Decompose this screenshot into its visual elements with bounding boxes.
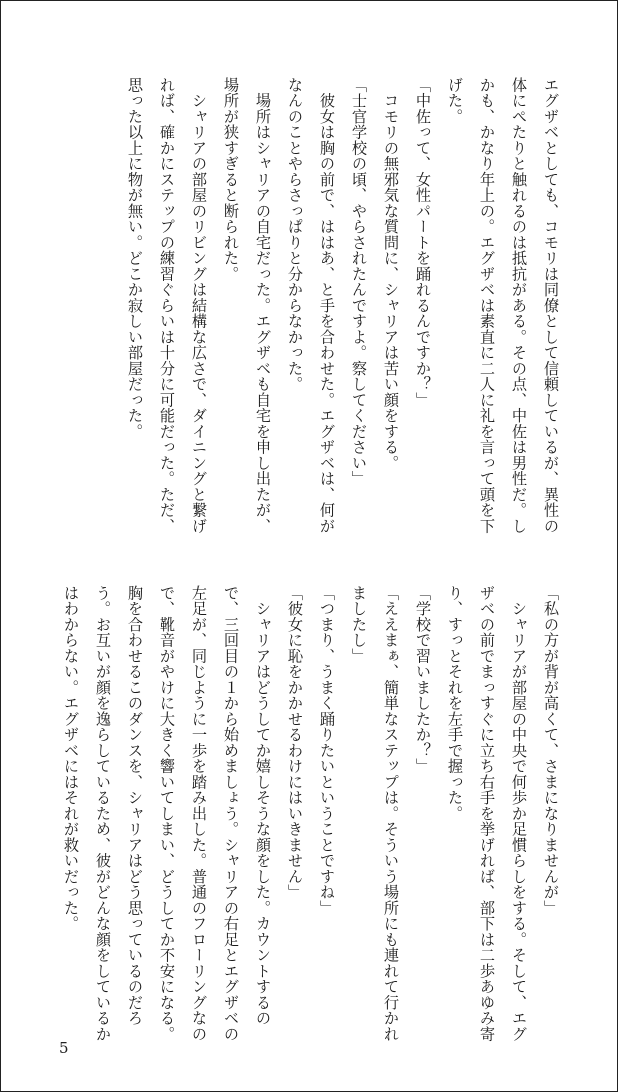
page-number: 5: [59, 1039, 69, 1057]
dialogue-line: 「彼女に恥をかかせるわけにはいきません」: [286, 585, 304, 900]
dialogue-line: 「私の方が背が高くて、さまになりませんが」: [542, 585, 560, 916]
paragraph: シャリアの部屋のリビングは結構な広さで、ダイニングと繋げれば、確かにステップの練習ぐらいは十分に可能だった。ただ、思った以上に物が無い。どこか寂しい部屋だった。: [126, 77, 208, 534]
dialogue-line: 「ええまぁ、簡単なステップは。そういう場所にも連れて行かれましたし」: [350, 585, 400, 1042]
dialogue-line: 「つまり、うまく踊りたいということですね」: [318, 585, 336, 916]
paragraph: シャリアが部屋の中央で何歩か足慣らしをする。そして、エグザベの前でまっすぐに立ち右手を挙げれば、部下は二歩あゆみ寄り、すっとそれを左手で握った。: [446, 585, 528, 1042]
dialogue-line: 「士官学校の頃、やらされたんですよ。察してください」: [350, 77, 368, 487]
paragraph: エグザベとしても、コモリは同僚として信頼しているが、異性の体にぺたりと触れるのは抵抗がある。その点、中佐は男性だ。しかも、かなり年上の。エグザベは素直に二人に礼を言って頭を下げた。: [446, 77, 560, 534]
paragraph: コモリの無邪気な質問に、シャリアは苦い顔をする。: [382, 77, 400, 471]
dialogue-line: 「中佐って、女性パートを踊れるんですか？」: [414, 77, 432, 408]
upper-text-block: [51, 77, 567, 547]
lower-text-block: [51, 585, 567, 1045]
dialogue-line: 「学校で習いましたか？」: [414, 585, 432, 774]
paragraph: 場所はシャリアの自宅だった。エグザベも自宅を申し出たが、場所が狭すぎると断られた。: [222, 77, 272, 534]
paragraph: 彼女は胸の前で、ははあ、と手を合わせた。エグザベは、何がなんのことやらさっぱりと分からなかった。: [286, 77, 336, 534]
paragraph: シャリアはどうしてか嬉しそうな顔をした。カウントするので、三回目の１から始めましょう。シャリアの右足とエグザベの左足が、同じように一歩を踏み出した。普通のフローリングなので、靴音がやけに大きく響いてしまい、どうしてか不安になる。胸を合わせるこのダンスを、シャリアはどう思っているのだろう。お互いが顔を逸らしているため、彼がどんな顔をしているかはわからない。エグザベにはそれが救いだった。: [62, 585, 272, 1042]
